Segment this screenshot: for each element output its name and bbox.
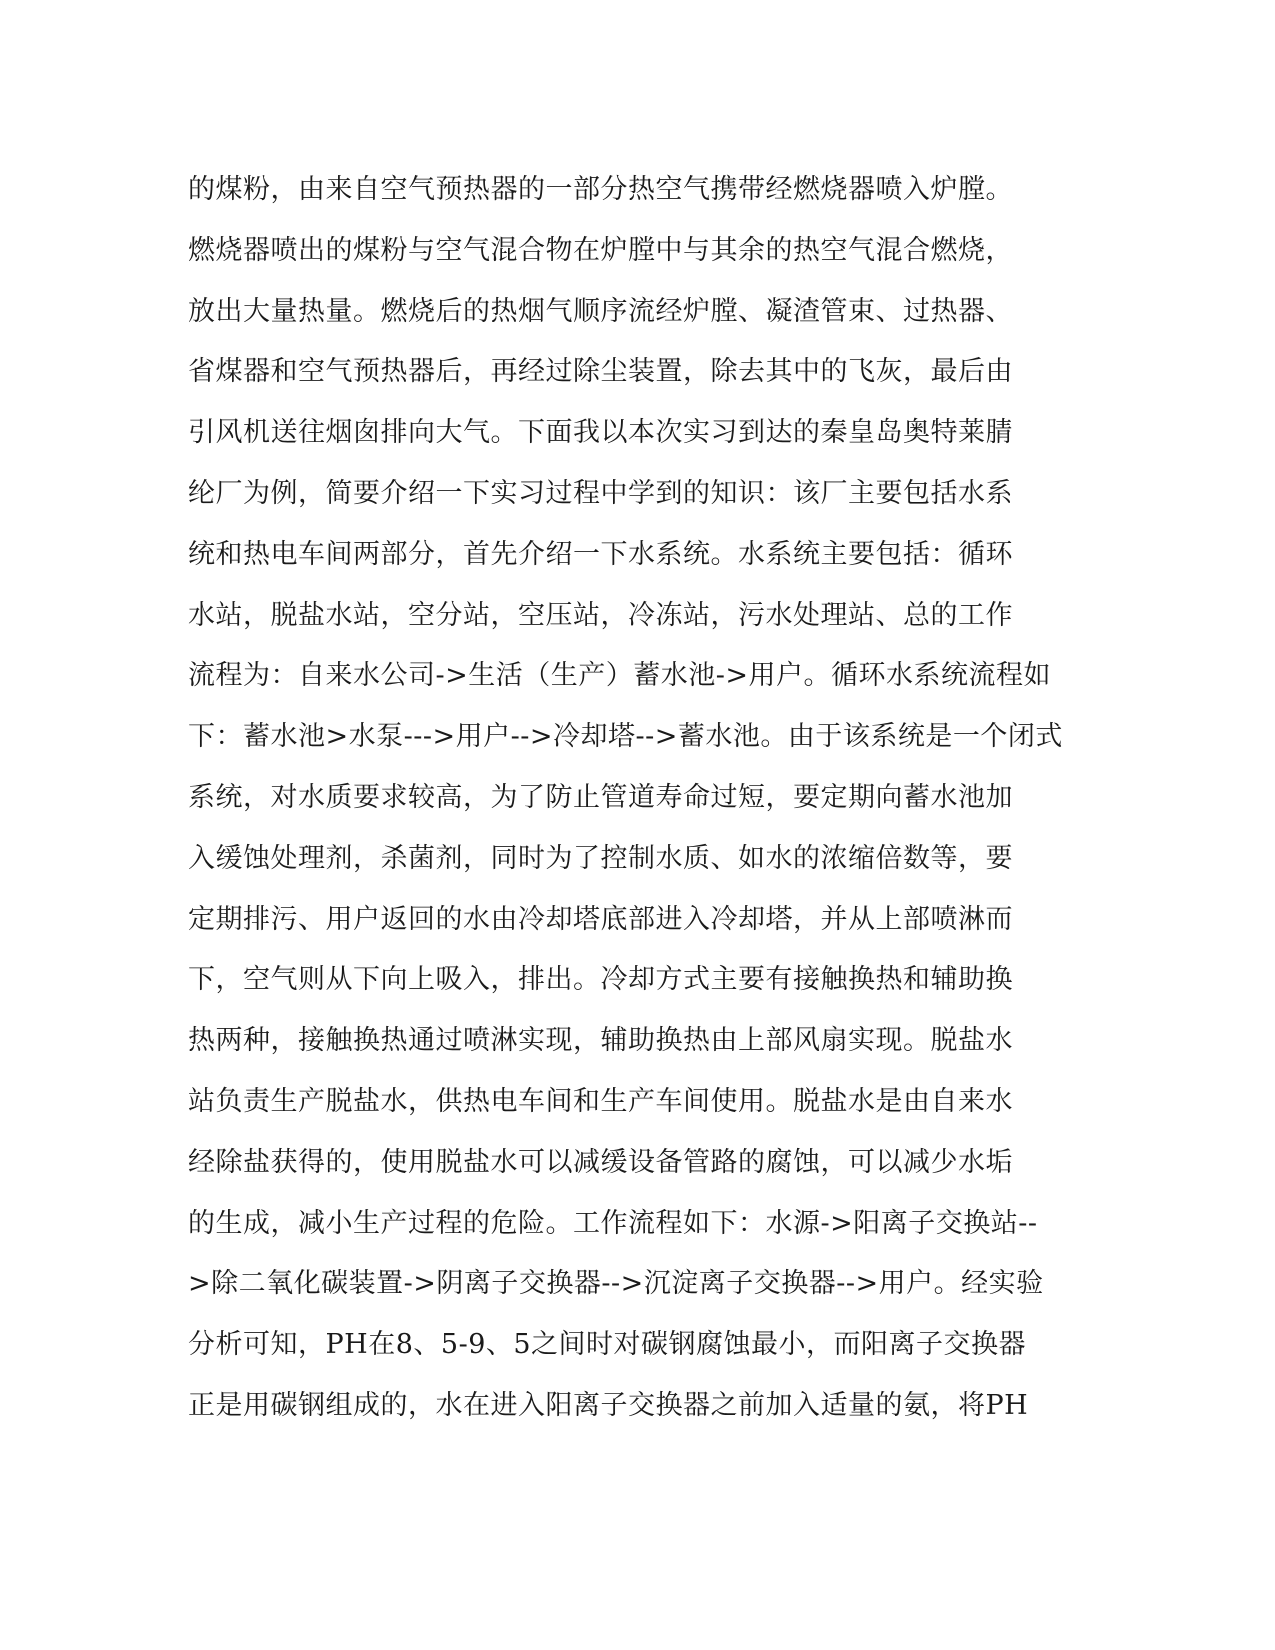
- text-line: 分析可知，PH在8、5-9、5之间时对碳钢腐蚀最小，而阳离子交换器: [188, 1329, 1027, 1361]
- text-line: 纶厂为例，简要介绍一下实习过程中学到的知识：该厂主要包括水系: [188, 477, 1013, 509]
- text-line: 水站，脱盐水站，空分站，空压站，冷冻站，污水处理站、总的工作: [188, 599, 1013, 631]
- text-line: 系统，对水质要求较高，为了防止管道寿命过短，要定期向蓄水池加: [188, 781, 1013, 813]
- text-line: 放出大量热量。燃烧后的热烟气顺序流经炉膛、凝渣管束、过热器、: [188, 295, 1013, 327]
- text-line: 燃烧器喷出的煤粉与空气混合物在炉膛中与其余的热空气混合燃烧，: [188, 234, 1013, 266]
- text-line: 下：蓄水池>水泵--->用户-->冷却塔-->蓄水池。由于该系统是一个闭式: [188, 721, 1063, 753]
- text-line: 热两种，接触换热通过喷淋实现，辅助换热由上部风扇实现。脱盐水: [188, 1025, 1013, 1057]
- text-line: 正是用碳钢组成的，水在进入阳离子交换器之前加入适量的氨，将PH: [188, 1389, 1029, 1421]
- text-line: 流程为：自来水公司->生活（生产）蓄水池->用户。循环水系统流程如: [188, 660, 1051, 692]
- text-line: 站负责生产脱盐水，供热电车间和生产车间使用。脱盐水是由自来水: [188, 1085, 1013, 1117]
- text-line: 省煤器和空气预热器后，再经过除尘装置，除去其中的飞灰，最后由: [188, 356, 1013, 388]
- body-paragraph: [188, 160, 1088, 1437]
- text-line: 的煤粉，由来自空气预热器的一部分热空气携带经燃烧器喷入炉膛。: [188, 174, 1013, 205]
- text-line: 经除盐获得的，使用脱盐水可以减缓设备管路的腐蚀，可以减少水垢: [188, 1146, 1013, 1178]
- text-line: 的生成，减小生产过程的危险。工作流程如下：水源->阳离子交换站--: [188, 1207, 1038, 1239]
- text-line: 入缓蚀处理剂，杀菌剂，同时为了控制水质、如水的浓缩倍数等，要: [188, 842, 1013, 874]
- text-line: 引风机送往烟囱排向大气。下面我以本次实习到达的秦皇岛奥特莱腈: [188, 417, 1013, 449]
- text-line: 定期排污、用户返回的水由冷却塔底部进入冷却塔，并从上部喷淋而: [188, 903, 1013, 935]
- text-line: 统和热电车间两部分，首先介绍一下水系统。水系统主要包括：循环: [188, 538, 1013, 570]
- text-line: >除二氧化碳装置->阴离子交换器-->沉淀离子交换器-->用户。经实验: [188, 1268, 1044, 1300]
- text-line: 下，空气则从下向上吸入，排出。冷却方式主要有接触换热和辅助换: [188, 964, 1013, 996]
